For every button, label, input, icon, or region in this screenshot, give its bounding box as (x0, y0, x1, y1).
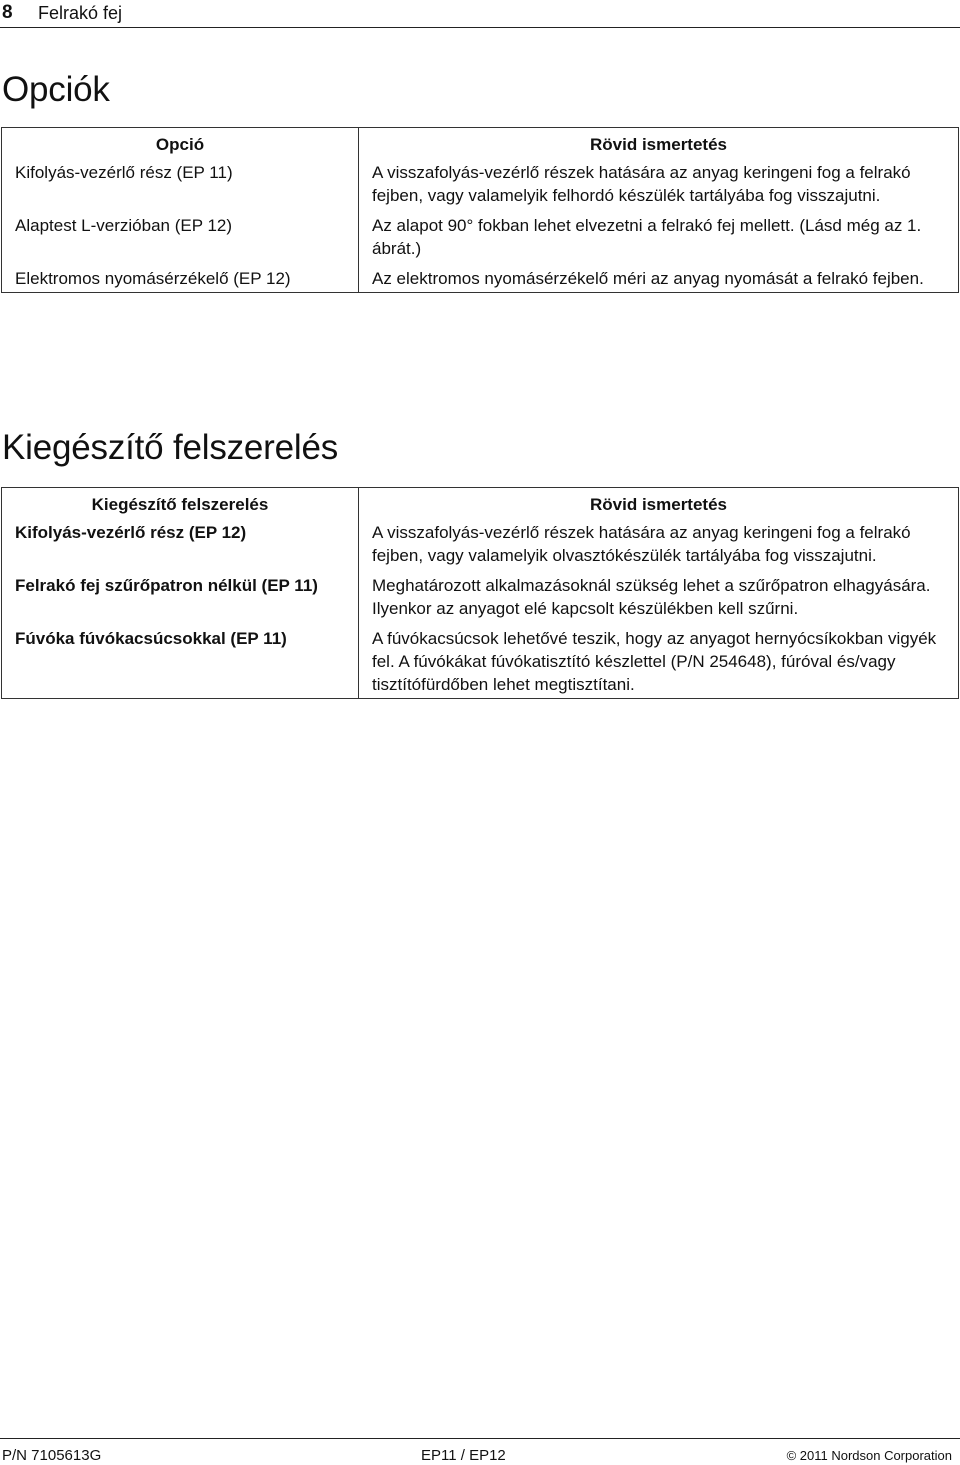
options-heading: Opciók (2, 70, 110, 109)
option-name: Kifolyás-vezérlő rész (EP 11) (2, 160, 359, 213)
accessory-description: A fúvókacsúcsok lehetővé teszik, hogy az anyagot hernyócsíkokban vigyék fel. A fúvókákat fúvókatisztító készlettel (P/N 254648), fúróval és/vagy tisztítófürdőben lehet megtisztítani. (359, 626, 959, 699)
option-description: Az alapot 90° fokban lehet elvezetni a felrakó fej mellett. (Lásd még az 1. ábrát.) (359, 213, 959, 266)
option-description: A visszafolyás-vezérlő részek hatására az anyag keringeni fog a felrakó fejben, vagy valamelyik felhordó készülék tartályába fog visszajutni. (359, 160, 959, 213)
table-row (2, 573, 959, 626)
accessories-col-description: Rövid ismertetés (359, 488, 959, 521)
part-number: P/N 7105613G (2, 1447, 102, 1464)
page-footer (0, 1438, 960, 1465)
accessory-description: A visszafolyás-vezérlő részek hatására az anyag keringeni fog a felrakó fejben, vagy valamelyik olvasztókészülék tartályába fog visszajutni. (359, 520, 959, 573)
running-title: Felrakó fej (38, 3, 123, 23)
footer-rule (0, 1438, 960, 1439)
accessories-col-item: Kiegészítő felszerelés (2, 488, 359, 521)
model-numbers: EP11 / EP12 (421, 1447, 506, 1464)
table-row (2, 213, 959, 266)
options-header-row (2, 128, 959, 161)
option-description: Az elektromos nyomásérzékelő méri az anyag nyomását a felrakó fejben. (359, 266, 959, 293)
copyright: © 2011 Nordson Corporation (786, 1448, 952, 1463)
table-row (2, 626, 959, 699)
accessories-header-row (2, 488, 959, 521)
table-row (2, 160, 959, 213)
page-number: 8 (2, 2, 13, 23)
accessory-name: Felrakó fej szűrőpatron nélkül (EP 11) (2, 573, 359, 626)
table-row (2, 520, 959, 573)
options-table (1, 127, 959, 293)
options-col-description: Rövid ismertetés (359, 128, 959, 161)
accessory-description: Meghatározott alkalmazásoknál szükség lehet a szűrőpatron elhagyására. Ilyenkor az anyagot elé kapcsolt készülékben kell szűrni. (359, 573, 959, 626)
option-name: Elektromos nyomásérzékelő (EP 12) (2, 266, 359, 293)
accessories-heading: Kiegészítő felszerelés (2, 428, 339, 467)
options-col-option: Opció (2, 128, 359, 161)
accessory-name: Fúvóka fúvókacsúcsokkal (EP 11) (2, 626, 359, 699)
table-row (2, 266, 959, 293)
page-header (0, 0, 960, 28)
accessories-table (1, 487, 959, 699)
header-rule (0, 27, 960, 28)
option-name: Alaptest L-verzióban (EP 12) (2, 213, 359, 266)
accessory-name: Kifolyás-vezérlő rész (EP 12) (2, 520, 359, 573)
